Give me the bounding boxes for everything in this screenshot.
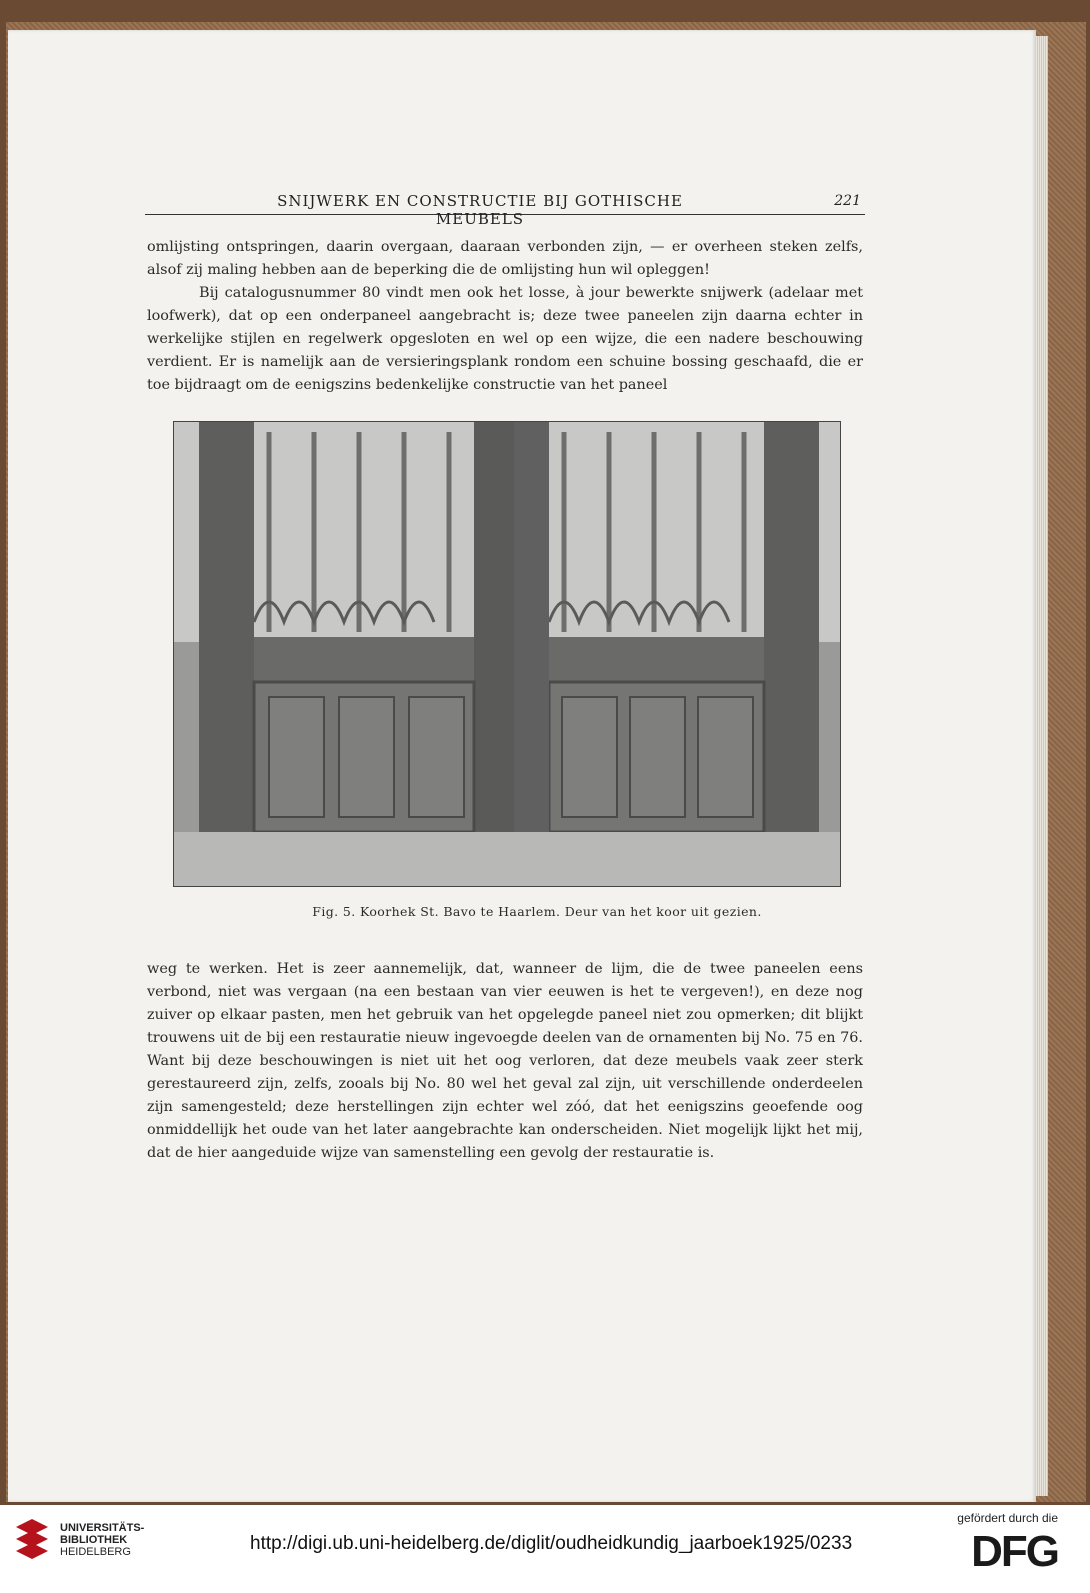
figure-photo-choir-screen-door bbox=[173, 421, 841, 887]
dfg-logo: DFG bbox=[971, 1527, 1058, 1576]
university-library-logo-icon bbox=[12, 1519, 52, 1569]
paragraph-2 bbox=[147, 282, 863, 397]
running-title: SNIJWERK EN CONSTRUCTIE BIJ GOTHISCHE MEUBELS bbox=[277, 192, 683, 228]
funding-note: gefördert durch die bbox=[957, 1511, 1058, 1525]
paragraph-1: omlijsting ontspringen, daarin overgaan, daaraan verbonden zijn, — er overheen steken zelfs, alsof zij maling hebben aan de beperking die de omlijsting hun wil opleggen! bbox=[147, 239, 863, 278]
permalink-url[interactable]: http://digi.ub.uni-heidelberg.de/diglit/oudheidkundig_jaarboek1925/0233 bbox=[250, 1533, 853, 1554]
university-library-name: UNIVERSITÄTS- BIBLIOTHEK HEIDELBERG bbox=[60, 1522, 145, 1558]
paragraph-2-text: Bij catalogusnummer 80 vindt men ook het losse, à jour bewerkte snijwerk (adelaar met loofwerk), dat op een onderpaneel aangebracht is; deze twee paneelen zijn daarna echter in werkelijke stijlen en regelwerk opgesloten en wel op een wijze, die een nadere beschouwing verdient. Er is namelijk aan de versieringsplank rondom een schuine bossing geschaafd, die er toe bijdraagt om de eenigszins bedenkelijke constructie van het paneel bbox=[147, 285, 863, 393]
viewer-footer bbox=[0, 1505, 1090, 1593]
paragraph-3: weg te werken. Het is zeer aannemelijk, dat, wanneer de lijm, die de twee paneelen eens verbond, niet was vergaan (na een bestaan van vier eeuwen is het te vergeven!), en deze nog zuiver op elkaar pasten, men het gebruik van het opgelegde paneel niet zou opmerken; dit blijkt trouwens uit de bij een restauratie nieuw ingevoegde deelen van de ornamenten bij No. 75 en 76. Want bij deze beschouwingen is niet uit het oog verloren, dat deze meubels vaak zeer sterk gerestaureerd zijn, zelfs, zooals bij No. 80 wel het geval zal zijn, uit verschillende onderdeelen zijn samengesteld; deze herstellingen zijn echter wel zóó, dat het eenigszins geoefende oog onmiddellijk het oude van het later aangebrachte kan onderscheiden. Niet mogelijk lijkt het mij, dat de hier aangeduide wijze van samenstelling een gevolg der restauratie is. bbox=[147, 961, 863, 1161]
page-edge bbox=[1036, 36, 1048, 1496]
page-number: 221 bbox=[834, 193, 861, 209]
figure-caption: Fig. 5. Koorhek St. Bavo te Haarlem. Deur van het koor uit gezien. bbox=[312, 904, 762, 919]
running-header bbox=[145, 188, 865, 228]
